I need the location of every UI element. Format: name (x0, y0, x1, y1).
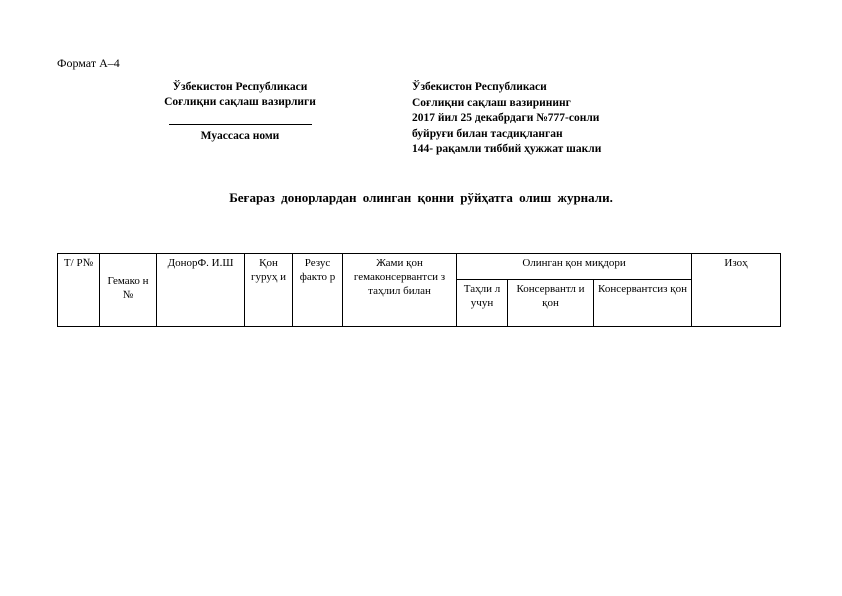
right-header-line3: 2017 йил 25 декабрдаги №777-сонли (412, 112, 600, 124)
subheader-analysis: Таҳли л учун (457, 280, 508, 327)
header-rhesus: Резус факто р (293, 254, 343, 327)
format-label: Формат А–4 (57, 56, 120, 70)
right-header-line1: Ўзбекистон Республикаси (412, 81, 547, 93)
subheader-unconserved: Консервантсиз қон (594, 280, 692, 327)
journal-table (57, 253, 781, 327)
header-gemakon (100, 254, 157, 327)
right-header (412, 80, 712, 158)
institution-name-label: Муассаса номи (200, 130, 280, 142)
right-header-line4: буйруғи билан тасдиқланган (412, 127, 563, 140)
institution-name-line (169, 124, 312, 125)
header-amount: Олинган қон миқдори (457, 254, 692, 280)
subheader-conserved: Консервантл и қон (508, 280, 594, 327)
table-header-row (58, 254, 781, 280)
document-title: Беғараз донорлардан олинган қонни рўйҳатга олиш журнали. (229, 190, 613, 205)
right-header-line5: 144- рақамли тиббий ҳужжат шакли (412, 143, 602, 155)
header-donor: ДонорФ. И.Ш (157, 254, 245, 327)
header-blood-group: Қон гуруҳ и (245, 254, 293, 327)
header-number: Т/ Р№ (58, 254, 100, 327)
left-header-line1: Ўзбекистон Республикаси (172, 81, 308, 93)
header-notes: Изоҳ (692, 254, 781, 327)
left-header (120, 80, 360, 144)
header-gemakon-label: Гемако н № (107, 275, 149, 301)
right-header-line2: Соғлиқни сақлаш вазирининг (412, 96, 571, 109)
left-header-line2: Соғлиқни сақлаш вазирлиги (164, 96, 316, 108)
header-total: Жами қон гемаконсервантси з таҳлил билан (343, 254, 457, 327)
